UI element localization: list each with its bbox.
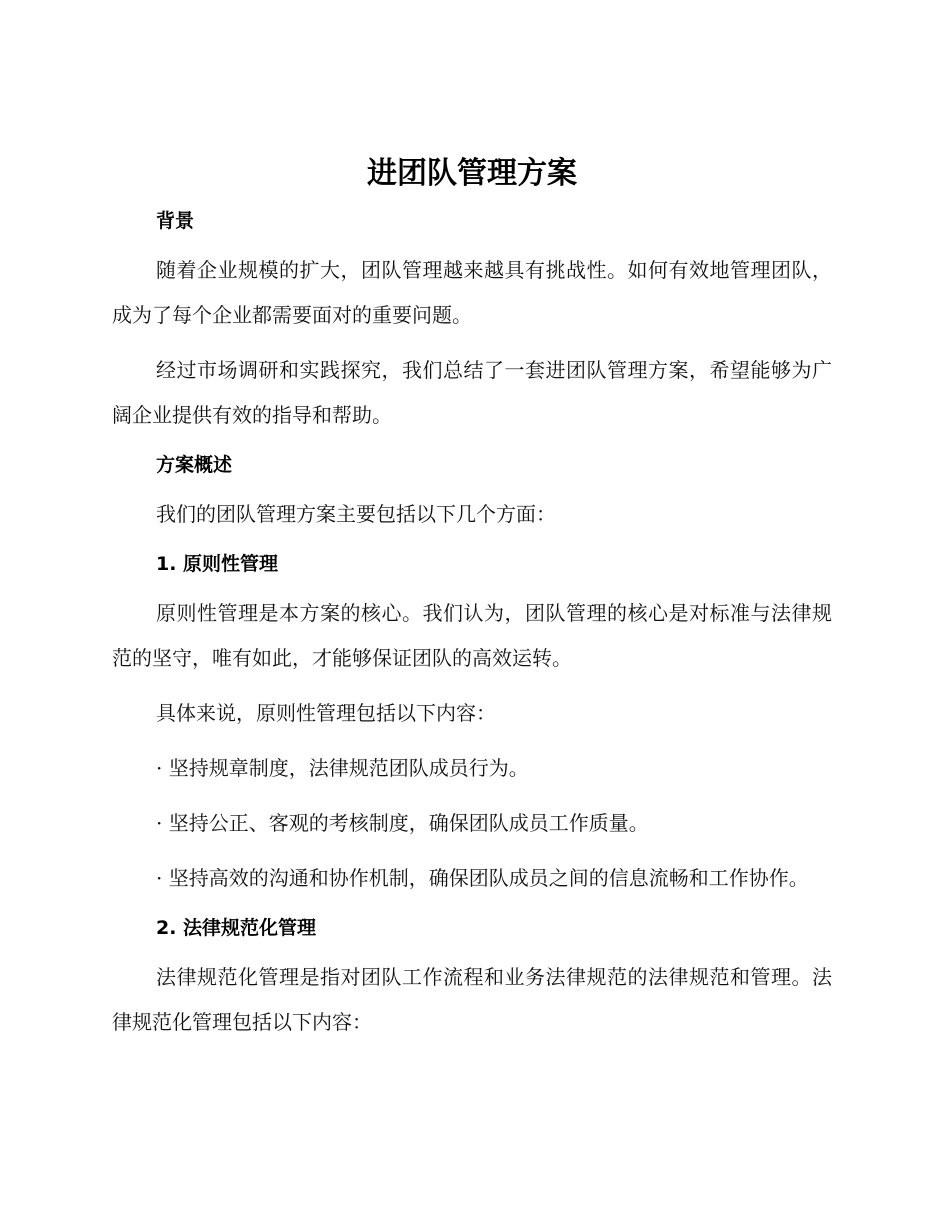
paragraph: 法律规范化管理是指对团队工作流程和业务法律规范的法律规范和管理。法律规范化管理包括以下内容：: [112, 965, 832, 1034]
list-item: · 坚持规章制度，法律规范团队成员行为。: [156, 756, 529, 780]
section-heading-background: 背景: [156, 210, 195, 232]
paragraph: 经过市场调研和实践探究，我们总结了一套进团队管理方案，希望能够为广阔企业提供有效的指导和帮助。: [112, 358, 832, 427]
section-heading-legal-management: 2. 法律规范化管理: [156, 917, 317, 939]
paragraph: 随着企业规模的扩大，团队管理越来越具有挑战性。如何有效地管理团队，成为了每个企业都需要面对的重要问题。: [112, 258, 832, 327]
paragraph: 具体来说，原则性管理包括以下内容：: [156, 701, 496, 725]
list-item: · 坚持公正、客观的考核制度，确保团队成员工作质量。: [156, 811, 649, 835]
list-item: · 坚持高效的沟通和协作机制，确保团队成员之间的信息流畅和工作协作。: [156, 866, 809, 890]
section-heading-principle-management: 1. 原则性管理: [156, 553, 279, 575]
document-title: 进团队管理方案: [367, 156, 577, 191]
paragraph: 我们的团队管理方案主要包括以下几个方面：: [156, 502, 556, 526]
section-heading-overview: 方案概述: [156, 454, 233, 476]
document-content: [112, 150, 832, 1055]
paragraph: 原则性管理是本方案的核心。我们认为，团队管理的核心是对标准与法律规范的坚守，唯有如此，才能够保证团队的高效运转。: [112, 601, 832, 670]
